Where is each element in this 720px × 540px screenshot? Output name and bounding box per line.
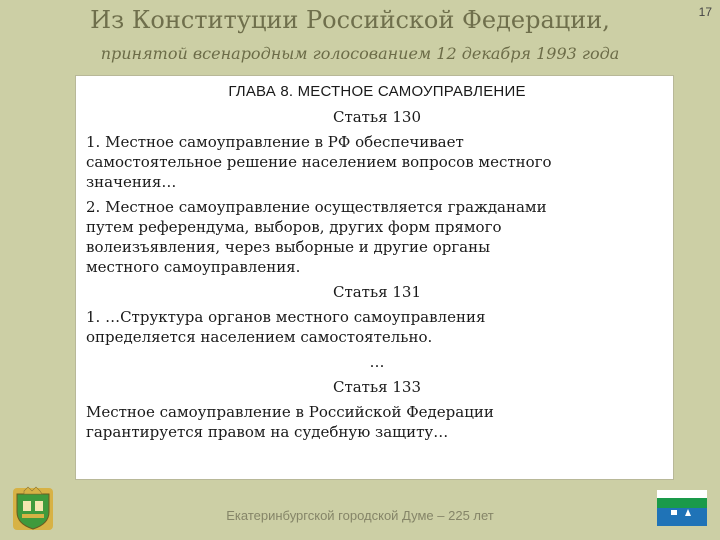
ellipsis: … xyxy=(369,353,385,371)
page-number: 17 xyxy=(698,5,712,19)
paragraph-line: путем референдума, выборов, других форм прямого xyxy=(86,218,502,236)
article-131-heading: Статья 131 xyxy=(332,283,422,301)
paragraph-line: определяется населением самостоятельно. xyxy=(86,328,433,346)
slide-title: Из Конституции Российской Федерации, xyxy=(90,6,610,34)
paragraph-line: гарантируется правом на судебную защиту… xyxy=(86,423,449,441)
paragraph-line: 2. Местное самоуправление осуществляется гражданами xyxy=(86,198,547,216)
city-flag-icon xyxy=(657,490,707,526)
footer-caption: Екатеринбургской городской Думе – 225 лет xyxy=(226,508,494,523)
article-130-heading: Статья 130 xyxy=(332,108,422,126)
paragraph-line: 1. Местное самоуправление в РФ обеспечивает xyxy=(86,133,464,151)
paragraph-line: местного самоуправления. xyxy=(86,258,301,276)
slide-subtitle: принятой всенародным голосованием 12 декабря 1993 года xyxy=(100,44,620,63)
text-panel xyxy=(75,75,674,480)
paragraph-line: самостоятельное решение населением вопросов местного xyxy=(86,153,552,171)
chapter-heading: ГЛАВА 8. МЕСТНОЕ САМОУПРАВЛЕНИЕ xyxy=(228,83,526,100)
paragraph-line: волеизъявления, через выборные и другие органы xyxy=(86,238,491,256)
paragraph-line: значения… xyxy=(86,173,177,191)
city-emblem-icon xyxy=(10,486,56,532)
paragraph-line: Местное самоуправление в Российской Федерации xyxy=(86,403,494,421)
paragraph-line: 1. …Структура органов местного самоуправления xyxy=(86,308,486,326)
constitution-excerpt xyxy=(86,82,668,442)
article-133-heading: Статья 133 xyxy=(332,378,422,396)
